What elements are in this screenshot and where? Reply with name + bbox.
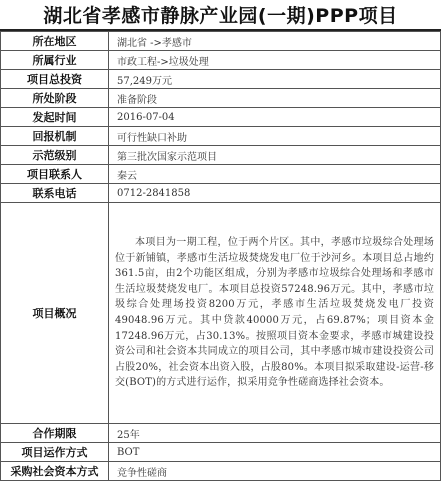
project-info-table	[0, 31, 441, 481]
title-bar	[0, 0, 441, 31]
label-total-investment: 项目总投资	[1, 70, 109, 89]
row-stage	[1, 89, 441, 108]
value-launch-date: 2016-07-04	[109, 108, 441, 127]
label-phone: 联系电话	[1, 184, 109, 203]
value-operation-mode: BOT	[109, 443, 441, 462]
label-cooperation-term: 合作期限	[1, 424, 109, 443]
label-return-mechanism: 回报机制	[1, 127, 109, 146]
label-overview: 项目概况	[1, 203, 109, 424]
value-region: 湖北省 ->孝感市	[109, 32, 441, 51]
label-stage: 所处阶段	[1, 89, 109, 108]
value-procurement-method: 竞争性磋商	[109, 462, 441, 481]
value-contact-person: 秦云	[109, 165, 441, 184]
row-procurement-method	[1, 462, 441, 481]
label-demo-level: 示范级别	[1, 146, 109, 165]
value-total-investment: 57,249万元	[109, 70, 441, 89]
label-procurement-method: 采购社会资本方式	[1, 462, 109, 481]
value-stage: 准备阶段	[109, 89, 441, 108]
label-operation-mode: 项目运作方式	[1, 443, 109, 462]
value-overview: 本项目为一期工程，位于两个片区。其中，孝感市垃圾综合处理场位于新铺镇，孝感市生活垃圾焚烧发电厂位于沙河乡。本项目总占地约361.5亩，由2个功能区组成，分别为孝感市垃圾综合处理场和孝感市生活垃圾焚烧发电厂。本项目总投资57248.96万元。其中，孝感市垃圾综合处理场投资8200万元，孝感市生活垃圾焚烧发电厂投资49048.96万元。其中贷款40000万元，占69.87%；项目资本金17248.96万元，占30.13%。按照项目资本金要求，孝感市城建设投资公司和社会资本共同成立的项目公司，其中孝感市城市建设投资公司占股20%，社会资本出资入股，占股80%。本项目拟采取建设-运营-移交(BOT)的方式进行运作，拟采用竞争性磋商选择社会资本。	[109, 203, 441, 424]
value-industry: 市政工程->垃圾处理	[109, 51, 441, 70]
row-industry	[1, 51, 441, 70]
label-contact-person: 项目联系人	[1, 165, 109, 184]
row-region	[1, 32, 441, 51]
value-cooperation-term: 25年	[109, 424, 441, 443]
row-return-mechanism	[1, 127, 441, 146]
value-demo-level: 第三批次国家示范项目	[109, 146, 441, 165]
row-cooperation-term	[1, 424, 441, 443]
label-region: 所在地区	[1, 32, 109, 51]
row-total-investment	[1, 70, 441, 89]
page-title: 湖北省孝感市静脉产业园(一期)PPP项目	[43, 5, 398, 27]
value-phone: 0712-2841858	[109, 184, 441, 203]
value-return-mechanism: 可行性缺口补助	[109, 127, 441, 146]
label-industry: 所属行业	[1, 51, 109, 70]
row-launch-date	[1, 108, 441, 127]
row-phone	[1, 184, 441, 203]
row-overview	[1, 203, 441, 424]
row-contact-person	[1, 165, 441, 184]
label-launch-date: 发起时间	[1, 108, 109, 127]
row-demo-level	[1, 146, 441, 165]
